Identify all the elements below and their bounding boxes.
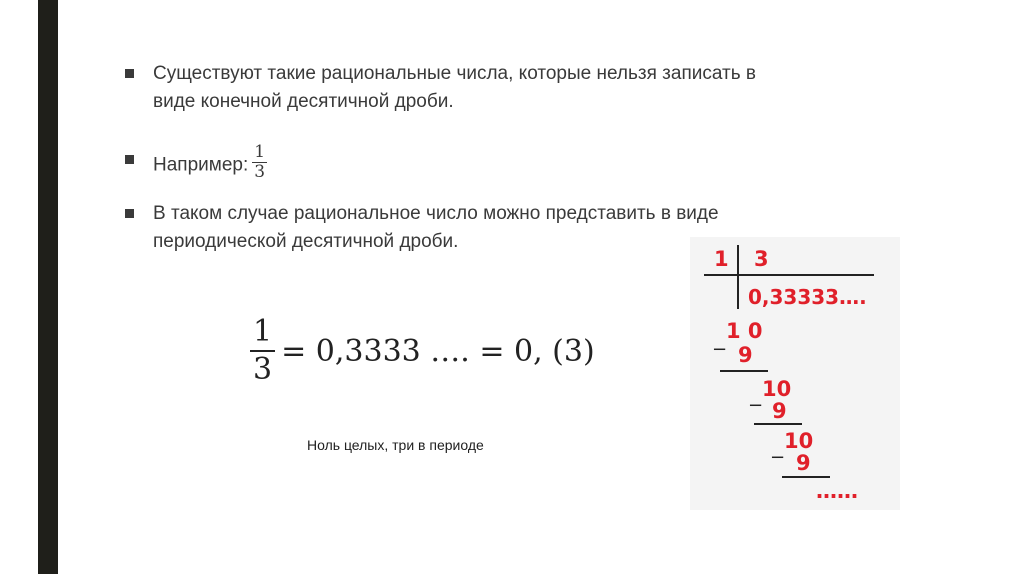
bullet-square-icon xyxy=(125,69,134,78)
periodic-fraction-formula xyxy=(250,314,595,388)
bullet-3-line-2: периодической десятичной дроби. xyxy=(153,231,459,252)
example-fraction xyxy=(252,143,267,182)
fraction-denominator: 3 xyxy=(254,162,266,182)
dividend: 1 xyxy=(714,247,729,271)
bullet-2-content xyxy=(153,142,267,185)
left-accent-bar xyxy=(38,0,58,574)
example-label: Например: xyxy=(153,154,249,176)
divisor: 3 xyxy=(754,247,769,271)
step-remainder-3: 10 xyxy=(784,429,814,453)
bullet-1-line-2: виде конечной десятичной дроби. xyxy=(153,91,454,112)
bullet-item-1 xyxy=(125,60,885,120)
bullet-item-2 xyxy=(125,142,885,186)
bullet-1-line-1: Существуют такие рациональные числа, которые нельзя записать в xyxy=(153,63,756,84)
long-division-image xyxy=(690,237,900,510)
step-subtract-3: 9 xyxy=(796,451,811,475)
step-subtract-1: 9 xyxy=(738,343,753,367)
formula-caption: Ноль целых, три в периоде xyxy=(307,437,484,453)
minus-sign-3: − xyxy=(770,447,786,468)
formula-equality: = 0,3333 …. = 0, (3) xyxy=(281,333,595,369)
bullet-3-line-1: В таком случае рациональное число можно представить в виде xyxy=(153,203,719,224)
formula-fraction xyxy=(250,314,275,388)
fraction-numerator: 1 xyxy=(254,142,266,162)
quotient: 0,33333…. xyxy=(748,285,867,309)
division-lines xyxy=(690,237,900,510)
minus-sign-1: − xyxy=(712,339,728,360)
step-remainder-1: 1 0 xyxy=(726,319,763,343)
formula-numerator: 1 xyxy=(250,314,275,352)
formula-denominator: 3 xyxy=(253,352,273,387)
bullet-square-icon xyxy=(125,209,134,218)
step-remainder-2: 10 xyxy=(762,377,792,401)
step-subtract-2: 9 xyxy=(772,399,787,423)
bullet-square-icon xyxy=(125,155,134,164)
minus-sign-2: − xyxy=(748,395,764,416)
continuation-dots: …… xyxy=(816,479,858,503)
